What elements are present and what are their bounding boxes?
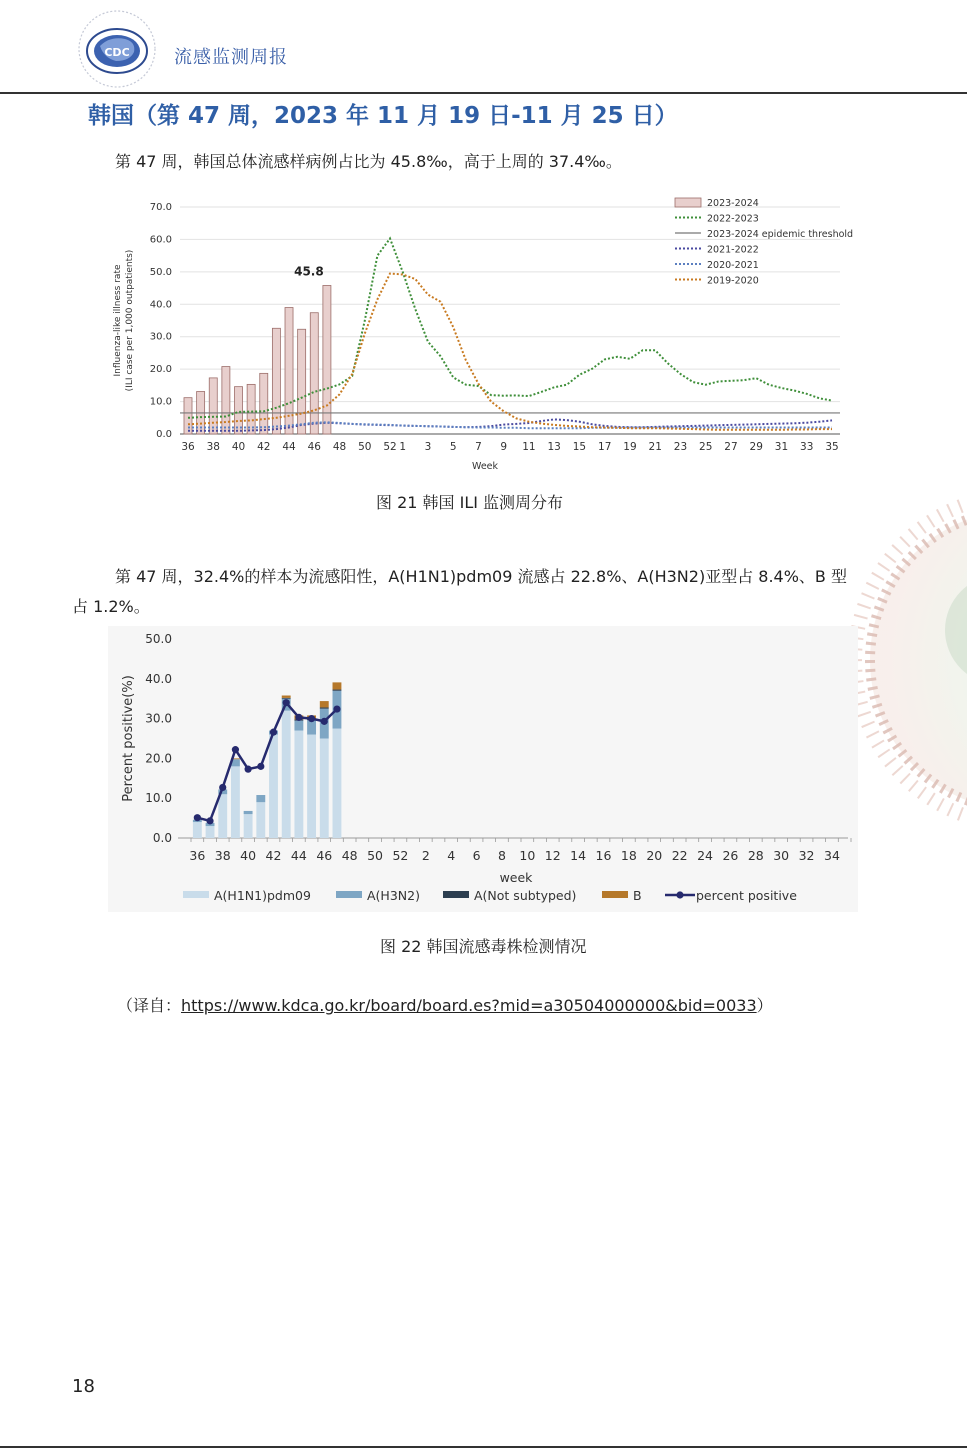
x-tick-label: 40 (231, 441, 246, 453)
svg-text:CDC: CDC (104, 46, 130, 59)
y-tick-label: 10.0 (145, 791, 172, 806)
percent-positive-point (270, 729, 277, 736)
percent-positive-point (232, 746, 239, 753)
x-tick-label: 26 (722, 848, 739, 863)
x-tick-label: 19 (623, 441, 637, 453)
x-tick-label: 32 (798, 848, 815, 863)
x-tick-label: 34 (824, 848, 840, 863)
legend-label: percent positive (696, 888, 797, 903)
legend-swatch-B (602, 891, 628, 898)
legend-label: 2023-2024 (707, 198, 759, 209)
bar-A(Not subtyped) (333, 690, 342, 691)
x-tick-label: 23 (673, 441, 688, 453)
x-tick-label: 48 (332, 441, 347, 453)
x-tick-label: 25 (699, 441, 713, 453)
percent-positive-chart (108, 626, 858, 912)
x-tick-label: 36 (189, 848, 206, 863)
series-2019-2020 (188, 274, 832, 430)
x-tick-label: 27 (724, 441, 738, 453)
section-title: 韩国（第 47 周，2023 年 11 月 19 日-11 月 25 日） (88, 103, 678, 129)
x-tick-label: 2 (421, 848, 430, 863)
x-tick-label: 10 (519, 848, 536, 863)
virus-illustration-icon (850, 480, 967, 840)
x-tick-label: 11 (522, 441, 536, 453)
bar-A(H1N1)pdm09 (333, 729, 342, 838)
x-tick-label: 14 (570, 848, 587, 863)
x-tick-label: 9 (500, 441, 508, 453)
percent-positive-point (321, 718, 328, 725)
bar-A(H3N2) (294, 721, 303, 731)
x-tick-label: 21 (648, 441, 662, 453)
x-tick-label: 42 (265, 848, 282, 863)
report-title: 流感监测周报 (174, 47, 288, 68)
x-tick-label: 30 (773, 848, 790, 863)
y-tick-label: 50.0 (149, 266, 172, 278)
x-tick-label: 36 (181, 441, 195, 453)
legend-swatch-A(Not subtyped) (443, 891, 469, 898)
paragraph-ili-summary: 第 47 周，韩国总体流感样病例占比为 45.8‰，高于上周的 37.4‰。 (115, 152, 622, 171)
bar-A(Not subtyped) (282, 698, 291, 699)
source-citation (117, 993, 773, 1016)
bar-A(H1N1)pdm09 (244, 814, 253, 838)
legend-label: B (633, 888, 642, 903)
page-number: 18 (72, 1376, 95, 1397)
percent-positive-point (295, 714, 302, 721)
legend-label: 2020-2021 (707, 260, 759, 271)
x-tick-label: 52 (383, 441, 397, 453)
bar-A(H1N1)pdm09 (269, 735, 278, 838)
bar-B (320, 701, 329, 707)
y-tick-label: 20.0 (149, 364, 172, 376)
x-axis-label: Week (471, 461, 499, 472)
figure-22-caption: 图 22 韩国流感毒株检测情况 (380, 937, 587, 956)
y-tick-label: 70.0 (149, 202, 172, 213)
bar-A(H1N1)pdm09 (256, 802, 265, 838)
x-tick-label: 18 (620, 848, 637, 863)
x-tick-label: 42 (257, 441, 271, 453)
x-tick-label: 33 (800, 441, 814, 453)
x-tick-label: 28 (747, 848, 764, 863)
y-axis-label: Percent positive(%) (121, 675, 136, 802)
percent-positive-point (219, 784, 226, 791)
y-tick-label: 20.0 (145, 751, 172, 766)
x-tick-label: 4 (447, 848, 456, 863)
bar-A(H3N2) (244, 811, 253, 814)
figure-21-caption: 图 21 韩国 ILI 监测周分布 (376, 493, 564, 512)
x-tick-label: 13 (547, 441, 561, 453)
source-prefix: （译自： (117, 996, 182, 1015)
x-tick-label: 29 (749, 441, 763, 453)
bar-A(H1N1)pdm09 (282, 711, 291, 838)
x-tick-label: 52 (392, 848, 409, 863)
bar-39 (222, 367, 230, 434)
x-tick-label: 38 (206, 441, 220, 453)
x-tick-label: 5 (449, 441, 457, 453)
percent-positive-point (245, 766, 252, 773)
percent-positive-point (194, 814, 201, 821)
x-tick-label: 35 (825, 441, 839, 453)
legend-swatch-2023-2024 (675, 198, 701, 207)
x-tick-label: 16 (595, 848, 612, 863)
legend-label: 2023-2024 epidemic threshold (707, 229, 854, 240)
y-axis-label-line2: (ILI case per 1,000 outpatients) (125, 249, 135, 392)
x-tick-label: 15 (572, 441, 587, 453)
legend-label: A(Not subtyped) (474, 888, 577, 903)
percent-positive-point (308, 715, 315, 722)
paragraph-positivity-line2: 占 1.2%。 (72, 597, 150, 616)
x-tick-label: 1 (399, 441, 407, 453)
x-tick-label: 44 (282, 441, 296, 453)
header-divider (0, 92, 967, 94)
peak-annotation: 45.8 (294, 264, 324, 279)
bar-42 (260, 373, 268, 434)
bar-A(H1N1)pdm09 (307, 735, 316, 838)
x-tick-label: 3 (424, 441, 432, 453)
source-link[interactable]: https://www.kdca.go.kr/board/board.es?mid=a30504000000&bid=0033 (181, 996, 757, 1015)
legend-label: 2019-2020 (707, 275, 759, 287)
bar-36 (184, 398, 192, 434)
y-axis-label: Influenza-like illness rate (113, 264, 123, 377)
cdc-logo (70, 6, 165, 92)
ili-weekly-chart (110, 192, 860, 482)
bar-A(H1N1)pdm09 (193, 822, 202, 838)
y-tick-label: 0.0 (152, 831, 172, 845)
y-tick-label: 60.0 (149, 234, 172, 246)
x-tick-label: 44 (290, 848, 307, 863)
chart-background (108, 626, 858, 912)
legend-label: 2022-2023 (707, 213, 759, 225)
legend-label: A(H1N1)pdm09 (214, 888, 311, 903)
x-tick-label: 7 (475, 441, 482, 453)
percent-positive-point (333, 705, 340, 712)
y-tick-label: 50.0 (145, 632, 172, 646)
bar-45 (298, 329, 306, 434)
x-tick-label: 17 (598, 441, 612, 453)
y-tick-label: 30.0 (145, 711, 172, 726)
bar-A(H1N1)pdm09 (206, 826, 215, 838)
y-tick-label: 10.0 (149, 396, 172, 408)
bar-B (282, 696, 291, 698)
x-tick-label: 48 (341, 848, 358, 863)
x-axis-label: week (499, 870, 533, 885)
x-tick-label: 31 (774, 441, 789, 453)
x-tick-label: 50 (367, 848, 383, 863)
bar-A(H3N2) (307, 720, 316, 734)
x-tick-label: 46 (307, 441, 321, 453)
paragraph-positivity-line1: 第 47 周，32.4%的样本为流感阳性，A(H1N1)pdm09 流感占 22.8%、A(H3N2)亚型占 8.4%、B 型 (115, 567, 847, 586)
x-tick-label: 6 (472, 848, 481, 863)
x-tick-label: 22 (671, 848, 688, 863)
bar-A(H1N1)pdm09 (218, 794, 227, 838)
x-tick-label: 8 (497, 848, 506, 863)
source-suffix: ） (756, 996, 773, 1015)
footer-divider (0, 1446, 967, 1448)
x-tick-label: 46 (316, 848, 333, 863)
y-tick-label: 40.0 (145, 671, 172, 686)
x-tick-label: 24 (697, 848, 713, 863)
legend-swatch-A(H3N2) (336, 891, 362, 898)
x-tick-label: 38 (214, 848, 231, 863)
y-tick-label: 0.0 (156, 429, 172, 440)
legend-label: A(H3N2) (367, 888, 420, 903)
legend-swatch-A(H1N1)pdm09 (183, 891, 209, 898)
bar-A(H1N1)pdm09 (231, 766, 240, 838)
percent-positive-point (257, 763, 264, 770)
x-tick-label: 40 (240, 848, 257, 863)
bar-A(H1N1)pdm09 (294, 731, 303, 838)
legend-swatch-point (676, 891, 683, 898)
legend-label: 2021-2022 (707, 244, 759, 256)
bar-46 (310, 313, 318, 434)
x-tick-label: 12 (544, 848, 561, 863)
bar-47 (323, 285, 331, 434)
bar-B (333, 682, 342, 689)
percent-positive-point (283, 699, 290, 706)
y-tick-label: 40.0 (149, 299, 172, 311)
percent-positive-point (206, 817, 213, 824)
x-tick-label: 50 (358, 441, 372, 453)
bar-A(H1N1)pdm09 (320, 739, 329, 839)
bar-A(Not subtyped) (320, 707, 329, 708)
y-tick-label: 30.0 (149, 331, 172, 343)
x-tick-label: 20 (646, 848, 663, 863)
bar-38 (209, 378, 217, 434)
bar-A(H3N2) (256, 795, 265, 802)
